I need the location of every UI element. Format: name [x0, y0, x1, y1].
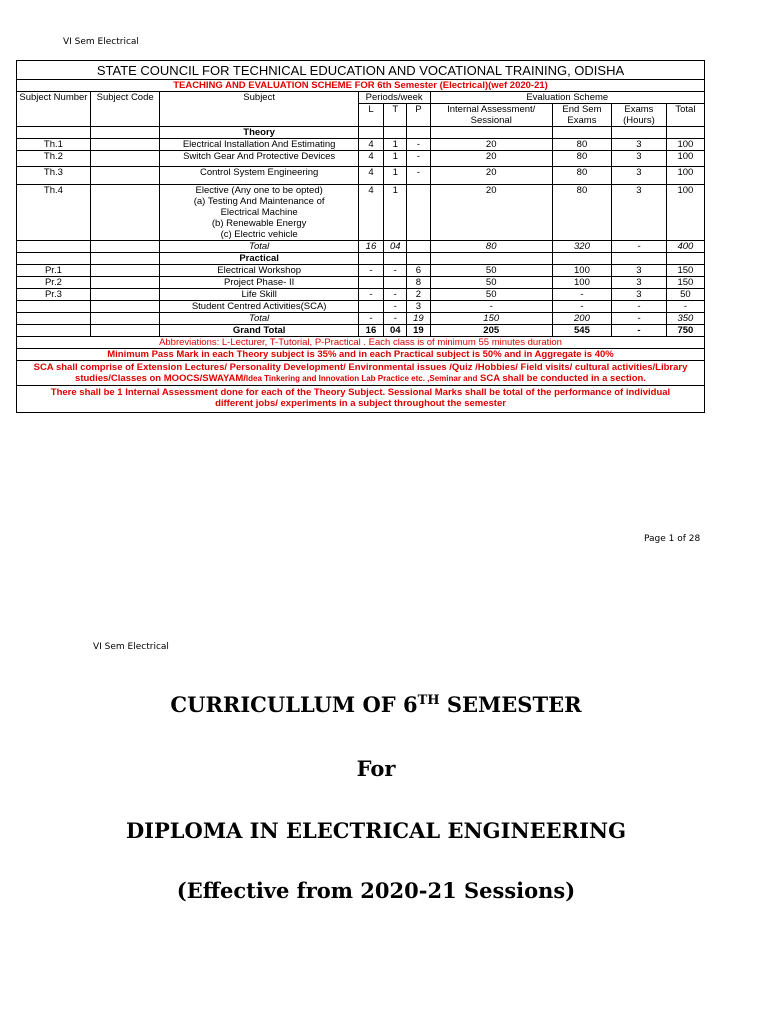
cell-t: - [384, 313, 407, 325]
cell-num: Th.4 [17, 185, 91, 241]
cell-end: 545 [552, 325, 611, 337]
table-row [17, 301, 705, 313]
cell-t: 1 [384, 167, 407, 185]
col-end: End Sem Exams [552, 104, 611, 127]
cell-p: - [407, 167, 430, 185]
practical-heading-row [17, 253, 705, 265]
cell-total: 100 [666, 185, 704, 241]
cell-total: 100 [666, 167, 704, 185]
page-number: Page 1 of 28 [644, 534, 701, 544]
cell-ia: - [430, 301, 552, 313]
cell-l: - [358, 265, 383, 277]
cell-subject: Life Skill [160, 289, 358, 301]
cell-t: - [384, 301, 407, 313]
cell-p: 8 [407, 277, 430, 289]
cell-ia: 20 [430, 151, 552, 167]
theory-label: Theory [160, 127, 358, 139]
cell-hrs: 3 [611, 151, 666, 167]
cell-l: 16 [358, 241, 383, 253]
cell-t: 04 [384, 241, 407, 253]
cell-num: Pr.3 [17, 289, 91, 301]
header-row-1 [17, 92, 705, 104]
cell-l: 16 [358, 325, 383, 337]
cell-l: 4 [358, 167, 383, 185]
cell-end: 80 [552, 151, 611, 167]
sca-note-part3: SCA shall be conducted in a section. [477, 373, 646, 384]
cell-p [407, 241, 430, 253]
sca-note-part2: Idea Tinkering and Innovation Lab Practice etc. ,Seminar and [245, 374, 478, 383]
table-row [17, 139, 705, 151]
cell-t: - [384, 265, 407, 277]
cell-num: Th.1 [17, 139, 91, 151]
cell-l: - [358, 313, 383, 325]
cell-ia: 50 [430, 289, 552, 301]
table-row [17, 151, 705, 167]
cell-end: 100 [552, 277, 611, 289]
col-t: T [384, 104, 407, 127]
cell-end: 100 [552, 265, 611, 277]
min-pass-row [17, 349, 705, 361]
subtitle-row [17, 80, 705, 92]
running-header-2: VI Sem Electrical [93, 642, 169, 652]
cell-hrs: 3 [611, 265, 666, 277]
cell-ia: 20 [430, 139, 552, 151]
cell-num: Pr.1 [17, 265, 91, 277]
elective-option-b: (b) Renewable Energy [211, 218, 307, 229]
practical-label: Practical [160, 253, 358, 265]
table-row [17, 167, 705, 185]
cell-end: - [552, 301, 611, 313]
elective-heading: Elective (Any one to be opted) [195, 185, 323, 196]
cell-hrs: - [611, 241, 666, 253]
cover-effective: (Effective from 2020-21 Sessions) [176, 878, 576, 903]
cell-total: 150 [666, 265, 704, 277]
cover-for: For [356, 756, 396, 781]
cell-p: 19 [407, 313, 430, 325]
cell-p: 6 [407, 265, 430, 277]
cell-ia: 20 [430, 185, 552, 241]
sca-note-part1: SCA shall comprise of Extension Lectures/ Personality Development/ Environmental issues /Quiz /Hobbies/ Field visits/ cultural activities/Library studies/Classes on MOOCS/SWAYAM/ [33, 362, 688, 384]
practical-total-row [17, 313, 705, 325]
cell-end: 80 [552, 185, 611, 241]
col-periods: Periods/week [358, 92, 430, 104]
cell-t: 1 [384, 151, 407, 167]
cell-end: - [552, 289, 611, 301]
cell-l: 4 [358, 185, 383, 241]
cover-title [0, 692, 760, 717]
table-subtitle: TEACHING AND EVALUATION SCHEME FOR 6th Semester (Electrical)(wef 2020-21) [17, 80, 705, 92]
col-subject-number: Subject Number [17, 92, 91, 127]
cell-p [407, 185, 430, 241]
min-pass-note: Minimum Pass Mark in each Theory subject is 35% and in each Practical subject is 50% and in Aggregate is 40% [17, 349, 705, 361]
elective-option-a-cont: Electrical Machine [220, 207, 298, 218]
internal-assessment-note: There shall be 1 Internal Assessment done for each of the Theory Subject. Sessional Marks shall be total of the performance of individual different jobs/ experiments in a subject throughout the semester [17, 386, 705, 413]
cell-subject-elective [160, 185, 358, 241]
abbreviations-note: Abbreviations: L-Lecturer, T-Tutorial, P-Practical . Each class is of minimum 55 minutes duration [17, 337, 705, 349]
table-row [17, 289, 705, 301]
cell-num: Th.3 [17, 167, 91, 185]
internal-row [17, 386, 705, 413]
table-row [17, 265, 705, 277]
cell-subject: Student Centred Activities(SCA) [160, 301, 358, 313]
cell-l [358, 301, 383, 313]
cell-total: 100 [666, 151, 704, 167]
sca-note [17, 361, 705, 386]
cell-t [384, 277, 407, 289]
title-row [17, 61, 705, 80]
cell-hrs: - [611, 313, 666, 325]
cell-subject: Project Phase- II [160, 277, 358, 289]
running-header: VI Sem Electrical [63, 37, 139, 47]
cover-title-sup: TH [417, 693, 440, 708]
cover-title-main: CURRICULLUM OF 6 [170, 692, 418, 717]
theory-heading-row [17, 127, 705, 139]
cell-t: 1 [384, 139, 407, 151]
cell-t: - [384, 289, 407, 301]
evaluation-scheme-table [16, 60, 705, 413]
cell-l [358, 277, 383, 289]
cell-hrs: - [611, 301, 666, 313]
cell-subject: Switch Gear And Protective Devices [160, 151, 358, 167]
cell-end: 200 [552, 313, 611, 325]
cell-l: 4 [358, 151, 383, 167]
cell-hrs: 3 [611, 167, 666, 185]
cell-ia: 205 [430, 325, 552, 337]
grand-total-row [17, 325, 705, 337]
cell-end: 80 [552, 139, 611, 151]
cover-title-end: SEMESTER [439, 692, 582, 717]
col-eval: Evaluation Scheme [430, 92, 704, 104]
elective-option-c: (c) Electric vehicle [220, 229, 298, 240]
sca-row [17, 361, 705, 386]
col-l: L [358, 104, 383, 127]
col-subject: Subject [160, 92, 358, 127]
cell-hrs: 3 [611, 289, 666, 301]
col-p: P [407, 104, 430, 127]
cover-diploma: DIPLOMA IN ELECTRICAL ENGINEERING [125, 818, 627, 843]
elective-option-a: (a) Testing And Maintenance of [193, 196, 325, 207]
cell-ia: 20 [430, 167, 552, 185]
practical-total-label: Total [160, 313, 358, 325]
cell-total: 350 [666, 313, 704, 325]
cell-ia: 50 [430, 277, 552, 289]
cell-hrs: - [611, 325, 666, 337]
cell-ia: 50 [430, 265, 552, 277]
cell-total: 50 [666, 289, 704, 301]
cell-p: 19 [407, 325, 430, 337]
cell-total: - [666, 301, 704, 313]
grand-total-label: Grand Total [160, 325, 358, 337]
cell-total: 750 [666, 325, 704, 337]
col-ia: Internal Assessment/ Sessional [430, 104, 552, 127]
cell-p: - [407, 139, 430, 151]
table-row [17, 185, 705, 241]
theory-total-label: Total [160, 241, 358, 253]
col-total: Total [666, 104, 704, 127]
cell-t: 04 [384, 325, 407, 337]
cell-num: Th.2 [17, 151, 91, 167]
col-subject-code: Subject Code [90, 92, 160, 127]
cell-subject: Electrical Installation And Estimating [160, 139, 358, 151]
theory-total-row [17, 241, 705, 253]
col-exams: Exams (Hours) [611, 104, 666, 127]
cell-ia: 150 [430, 313, 552, 325]
cell-p: - [407, 151, 430, 167]
cell-total: 100 [666, 139, 704, 151]
cell-p: 2 [407, 289, 430, 301]
cell-end: 320 [552, 241, 611, 253]
abbreviations-row [17, 337, 705, 349]
cell-hrs: 3 [611, 277, 666, 289]
cell-l: 4 [358, 139, 383, 151]
cell-hrs: 3 [611, 139, 666, 151]
table-title: STATE COUNCIL FOR TECHNICAL EDUCATION AND VOCATIONAL TRAINING, ODISHA [17, 61, 705, 80]
cell-num [17, 301, 91, 313]
cell-p: 3 [407, 301, 430, 313]
cell-t: 1 [384, 185, 407, 241]
cell-subject: Control System Engineering [160, 167, 358, 185]
cell-total: 150 [666, 277, 704, 289]
cell-ia: 80 [430, 241, 552, 253]
cell-subject: Electrical Workshop [160, 265, 358, 277]
cell-num: Pr.2 [17, 277, 91, 289]
cell-l: - [358, 289, 383, 301]
cell-end: 80 [552, 167, 611, 185]
cell-total: 400 [666, 241, 704, 253]
cell-hrs: 3 [611, 185, 666, 241]
table-row [17, 277, 705, 289]
